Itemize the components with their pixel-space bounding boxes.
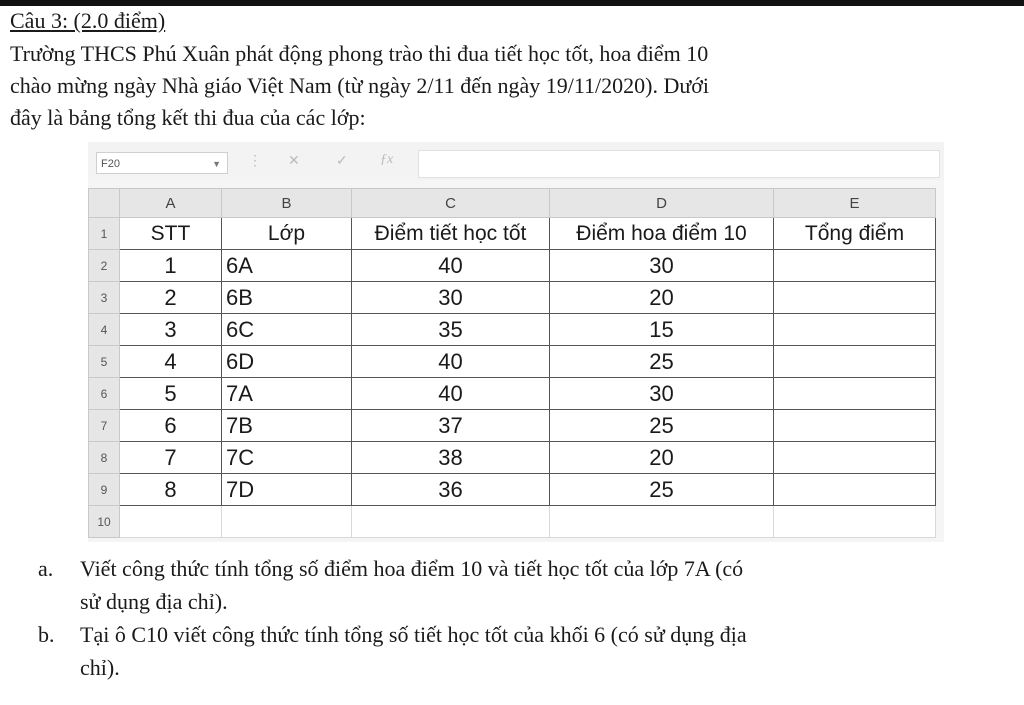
empty-cell bbox=[550, 506, 774, 538]
row-number: 5 bbox=[89, 346, 120, 378]
table-row bbox=[89, 378, 936, 410]
row-number: 8 bbox=[89, 442, 120, 474]
table-row bbox=[89, 314, 936, 346]
column-letter: A bbox=[120, 189, 222, 218]
dropdown-arrow-icon: ▼ bbox=[212, 159, 221, 169]
cell-good-lessons: 37 bbox=[352, 410, 550, 442]
cell-total bbox=[774, 250, 936, 282]
cell-good-lessons: 40 bbox=[352, 250, 550, 282]
row-number: 2 bbox=[89, 250, 120, 282]
question-intro bbox=[10, 38, 1010, 134]
cell-stt: 5 bbox=[120, 378, 222, 410]
cell-good-lessons: 36 bbox=[352, 474, 550, 506]
header-cell: Điểm hoa điểm 10 bbox=[550, 218, 774, 250]
cell-score-10: 30 bbox=[550, 378, 774, 410]
table-header-row bbox=[89, 218, 936, 250]
task-item-a bbox=[38, 552, 998, 618]
cell-score-10: 15 bbox=[550, 314, 774, 346]
table-row bbox=[89, 346, 936, 378]
row-number: 9 bbox=[89, 474, 120, 506]
row-number: 3 bbox=[89, 282, 120, 314]
name-box-value: F20 bbox=[101, 158, 120, 170]
empty-cell bbox=[120, 506, 222, 538]
cell-score-10: 25 bbox=[550, 474, 774, 506]
task-label: b. bbox=[38, 622, 55, 647]
cell-class: 7C bbox=[222, 442, 352, 474]
spreadsheet-screenshot bbox=[88, 142, 944, 542]
table-row bbox=[89, 442, 936, 474]
cell-total bbox=[774, 282, 936, 314]
cell-total bbox=[774, 442, 936, 474]
table-row bbox=[89, 282, 936, 314]
cell-stt: 6 bbox=[120, 410, 222, 442]
top-border bbox=[0, 0, 1024, 6]
column-header-row bbox=[89, 189, 936, 218]
task-line: sử dụng địa chỉ). bbox=[80, 589, 228, 614]
cell-good-lessons: 38 bbox=[352, 442, 550, 474]
function-icon: ƒx bbox=[380, 152, 394, 167]
table-row bbox=[89, 410, 936, 442]
column-letter: E bbox=[774, 189, 936, 218]
cell-score-10: 25 bbox=[550, 346, 774, 378]
cell-good-lessons: 40 bbox=[352, 346, 550, 378]
cancel-icon: ✕ bbox=[288, 152, 300, 168]
name-box bbox=[96, 152, 228, 174]
column-letter: C bbox=[352, 189, 550, 218]
divider-icon: ⋮ bbox=[248, 152, 262, 168]
cell-class: 7B bbox=[222, 410, 352, 442]
row-number: 10 bbox=[89, 506, 120, 538]
formula-bar bbox=[88, 142, 944, 180]
cell-total bbox=[774, 314, 936, 346]
cell-score-10: 30 bbox=[550, 250, 774, 282]
column-letter: B bbox=[222, 189, 352, 218]
header-cell: Lớp bbox=[222, 218, 352, 250]
cell-class: 6B bbox=[222, 282, 352, 314]
cell-stt: 7 bbox=[120, 442, 222, 474]
table-row-empty bbox=[89, 506, 936, 538]
confirm-icon: ✓ bbox=[336, 152, 348, 168]
task-line: chỉ). bbox=[80, 655, 120, 680]
cell-good-lessons: 30 bbox=[352, 282, 550, 314]
cell-good-lessons: 35 bbox=[352, 314, 550, 346]
cell-score-10: 20 bbox=[550, 442, 774, 474]
cell-total bbox=[774, 474, 936, 506]
empty-cell bbox=[222, 506, 352, 538]
intro-line: chào mừng ngày Nhà giáo Việt Nam (từ ngày 2/11 đến ngày 19/11/2020). Dưới bbox=[10, 73, 710, 98]
cell-stt: 1 bbox=[120, 250, 222, 282]
cell-stt: 4 bbox=[120, 346, 222, 378]
row-number: 4 bbox=[89, 314, 120, 346]
cell-score-10: 20 bbox=[550, 282, 774, 314]
cell-class: 7A bbox=[222, 378, 352, 410]
cell-class: 6C bbox=[222, 314, 352, 346]
question-title: Câu 3: (2.0 điểm) bbox=[10, 8, 166, 33]
table-row bbox=[89, 250, 936, 282]
header-cell: Điểm tiết học tốt bbox=[352, 218, 550, 250]
task-list bbox=[38, 552, 998, 684]
header-cell: STT bbox=[120, 218, 222, 250]
cell-class: 6A bbox=[222, 250, 352, 282]
cell-class: 6D bbox=[222, 346, 352, 378]
cell-total bbox=[774, 410, 936, 442]
column-letter: D bbox=[550, 189, 774, 218]
cell-class: 7D bbox=[222, 474, 352, 506]
task-line: Tại ô C10 viết công thức tính tổng số tiết học tốt của khối 6 (có sử dụng địa bbox=[80, 622, 747, 647]
intro-line: đây là bảng tổng kết thi đua của các lớp: bbox=[10, 105, 366, 130]
task-label: a. bbox=[38, 556, 54, 581]
row-number: 6 bbox=[89, 378, 120, 410]
table-row bbox=[89, 474, 936, 506]
select-all-corner bbox=[89, 189, 120, 218]
row-number: 1 bbox=[89, 218, 120, 250]
empty-cell bbox=[352, 506, 550, 538]
cell-stt: 2 bbox=[120, 282, 222, 314]
cell-good-lessons: 40 bbox=[352, 378, 550, 410]
intro-line: Trường THCS Phú Xuân phát động phong trào thi đua tiết học tốt, hoa điểm 10 bbox=[10, 41, 709, 66]
cell-stt: 3 bbox=[120, 314, 222, 346]
formula-input bbox=[418, 150, 940, 178]
row-number: 7 bbox=[89, 410, 120, 442]
cell-total bbox=[774, 346, 936, 378]
task-item-b bbox=[38, 618, 998, 684]
cell-stt: 8 bbox=[120, 474, 222, 506]
task-line: Viết công thức tính tổng số điểm hoa điểm 10 và tiết học tốt của lớp 7A (có bbox=[80, 556, 744, 581]
header-cell: Tổng điểm bbox=[774, 218, 936, 250]
cell-total bbox=[774, 378, 936, 410]
empty-cell bbox=[774, 506, 936, 538]
spreadsheet-grid bbox=[88, 188, 936, 538]
cell-score-10: 25 bbox=[550, 410, 774, 442]
